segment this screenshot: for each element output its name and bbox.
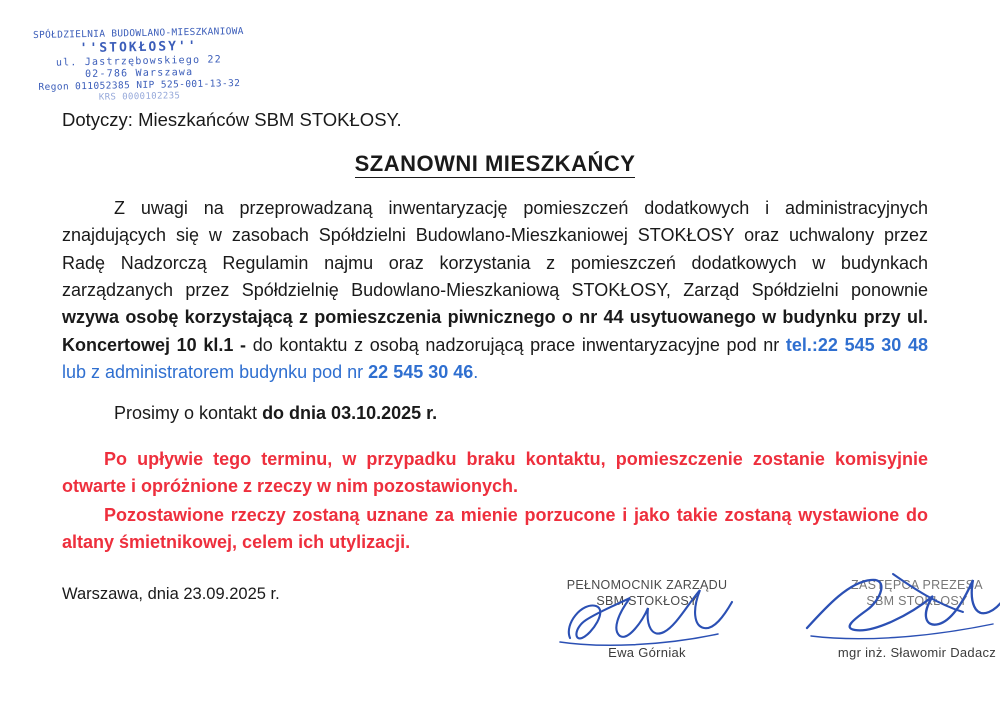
- paragraph-part-2: do kontaktu z osobą nadzorującą prace inwentaryzacyjne pod nr: [252, 334, 786, 355]
- document-body: [62, 108, 928, 556]
- signature-left-name: Ewa Górniak: [608, 645, 686, 661]
- phone-supervisor: tel.:22 545 30 48: [785, 334, 928, 355]
- signature-block-proxy: [532, 578, 762, 662]
- document-footer: [62, 578, 997, 678]
- signature-left-title-2: SBM STOKŁOSY: [596, 593, 698, 608]
- signature-block-vicepresident: [802, 578, 1000, 662]
- letterhead-stamp: [23, 26, 254, 104]
- phone-administrator: 22 545 30 46: [368, 362, 474, 383]
- warning-paragraph-1: Po upływie tego terminu, w przypadku braku kontaktu, pomieszczenie zostanie komisyjnie otwarte i opróżnione z rzeczy w nim pozostawionych.: [62, 448, 928, 496]
- paragraph-part-1: Z uwagi na przeprowadzaną inwentaryzację pomieszczeń dodatkowych i administracyjnych znajdujących się w zasobach Spółdzielni Budowlano-Mieszkaniowej STOKŁOSY oraz uchwalony przez Radę Nadzorczą Regulamin najmu oraz korzystania z pomieszczeń dodatkowych w budynkach zarządzanych przez Spółdzielnię Budowlano-Mieszkaniową STOKŁOSY, Zarząd Spółdzielni ponownie: [62, 197, 928, 301]
- stamp-line-krs: KRS 0000102235: [98, 91, 181, 103]
- signature-left-title-1: PEŁNOMOCNIK ZARZĄDU: [566, 578, 728, 592]
- contact-prefix: Prosimy o kontakt: [114, 403, 263, 424]
- paragraph-part-4: .: [473, 362, 479, 383]
- contact-deadline: do dnia 03.10.2025 r.: [262, 403, 438, 424]
- warning-paragraph-2: Pozostawione rzeczy zostaną uznane za mienie porzucone i jako takie zostaną wystawione do altany śmietnikowej, celem ich utylizacji.: [62, 504, 928, 552]
- signature-right-title-1: ZASTĘPCA PREZESA: [851, 578, 983, 592]
- signature-right-name: mgr inż. Sławomir Dadacz: [837, 645, 997, 661]
- main-paragraph: [62, 195, 928, 387]
- signature-right-title-2: SBM STOKŁOSY: [866, 593, 968, 608]
- paragraph-bold-demand: wzywa osobę korzystającą z pomieszczenia piwnicznego o nr 44 usytuowanego w budynku przy ul. Koncertowej 10 kl.1 -: [62, 307, 928, 355]
- stamp-line-company-name: ''STOKŁOSY'': [79, 38, 198, 57]
- stamp-line-company-type: SPÓŁDZIELNIA BUDOWLANO-MIESZKANIOWA: [32, 25, 244, 42]
- paragraph-part-3: lub z administratorem budynku pod nr: [62, 362, 369, 383]
- document-title-text: SZANOWNI MIESZKAŃCY: [354, 150, 636, 176]
- stamp-line-street: ul. Jastrzębowskiego 22: [55, 54, 223, 69]
- addressee-line: Dotyczy: Mieszkańców SBM STOKŁOSY.: [62, 109, 402, 130]
- contact-deadline-paragraph: [114, 400, 928, 427]
- place-and-date: Warszawa, dnia 23.09.2025 r.: [62, 585, 280, 603]
- document-title: [62, 151, 928, 177]
- stamp-line-city: 02-786 Warszawa: [84, 66, 194, 81]
- stamp-line-regon-nip: Regon 011052385 NIP 525-001-13-32: [38, 78, 241, 93]
